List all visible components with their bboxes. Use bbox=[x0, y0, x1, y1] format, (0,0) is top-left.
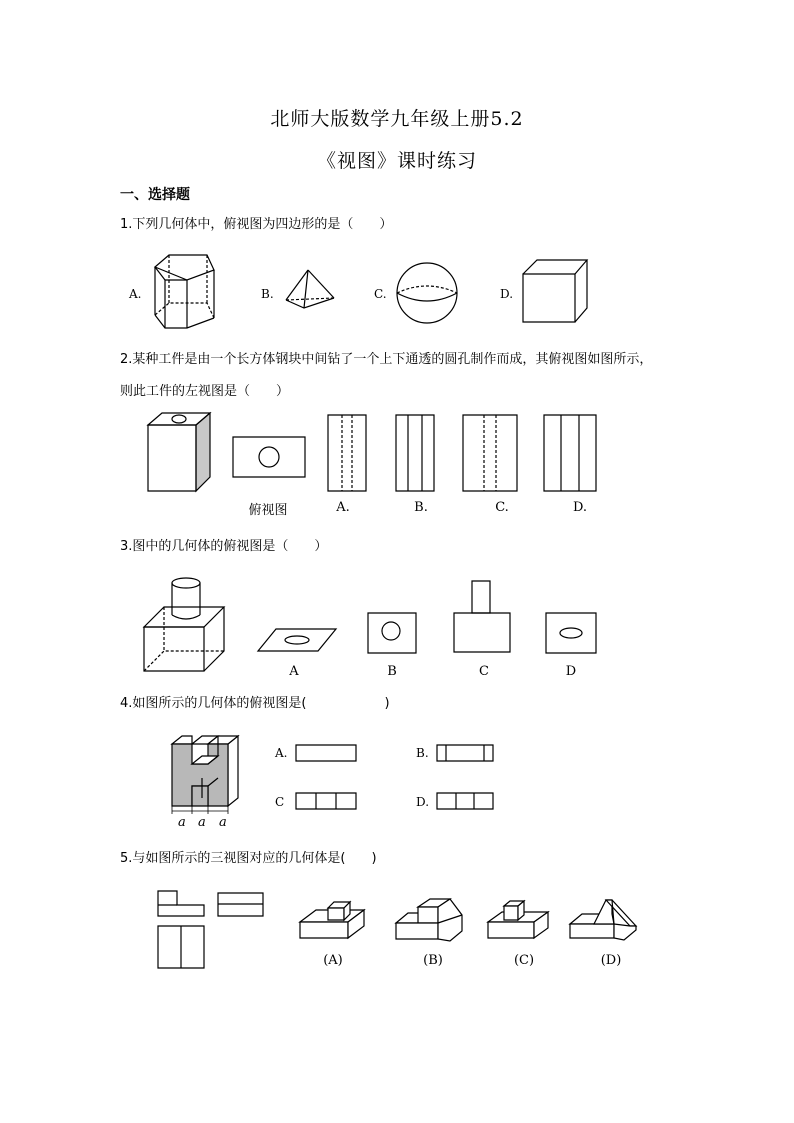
question-4-text: 4.如图所示的几何体的俯视图是( ) bbox=[120, 696, 390, 711]
q4-option-a-label: A. bbox=[275, 746, 288, 760]
q2-option-d-label: D. bbox=[572, 500, 588, 515]
q1-option-a-label: A. bbox=[129, 287, 142, 301]
q5-option-b-figure bbox=[394, 897, 466, 947]
q1-option-d-label: D. bbox=[500, 287, 514, 301]
q2-workpiece-figure bbox=[146, 413, 214, 493]
q1-pentagonal-prism-figure bbox=[147, 250, 219, 335]
q2-option-c-label: C. bbox=[495, 500, 509, 515]
q5-three-views-right-figure bbox=[217, 892, 265, 918]
q1-option-b-label: B. bbox=[261, 287, 274, 301]
q3-option-b-label: B bbox=[387, 664, 397, 679]
q3-option-b-figure bbox=[367, 612, 417, 654]
q4-option-b-figure bbox=[436, 744, 494, 762]
question-5-text: 5.与如图所示的三视图对应的几何体是( ) bbox=[120, 851, 377, 866]
question-2-text-line2: 则此工件的左视图是（ ） bbox=[120, 384, 290, 399]
q2-option-c-figure bbox=[462, 414, 518, 492]
q5-option-a-label: (A) bbox=[323, 953, 343, 968]
question-2-text-line1: 2.某种工件是由一个长方体钢块中间钻了一个上下通透的圆孔制作而成，其俯视图如图所示， bbox=[120, 352, 653, 367]
q3-block-with-cylinder-figure bbox=[142, 575, 226, 673]
q3-option-a-label: A bbox=[289, 664, 299, 679]
q4-dim-label-1: a bbox=[178, 815, 186, 830]
q2-top-view-caption: 俯视图 bbox=[248, 503, 288, 518]
q4-option-a-figure bbox=[295, 744, 357, 762]
q4-h-shaped-solid-figure bbox=[166, 734, 248, 822]
q4-dim-label-3: a bbox=[219, 815, 227, 830]
q5-three-views-left-figure bbox=[157, 890, 209, 970]
q4-option-d-figure bbox=[436, 792, 494, 810]
q5-option-d-label: (D) bbox=[600, 953, 622, 968]
q5-option-b-label: (B) bbox=[423, 953, 443, 968]
q2-option-b-label: B. bbox=[414, 500, 428, 515]
q4-option-c-label: C bbox=[275, 795, 285, 809]
q2-option-b-figure bbox=[395, 414, 435, 492]
question-3-text: 3.图中的几何体的俯视图是（ ） bbox=[120, 539, 328, 554]
q3-option-d-label: D bbox=[565, 664, 577, 679]
page-title: 北师大版数学九年级上册5.2 bbox=[270, 108, 524, 130]
q2-option-a-figure bbox=[327, 414, 367, 492]
q4-option-b-label: B. bbox=[416, 746, 429, 760]
q3-option-c-figure bbox=[453, 580, 513, 654]
q3-option-a-figure bbox=[258, 627, 336, 653]
q1-tetrahedron-figure bbox=[282, 268, 338, 312]
q4-dim-label-2: a bbox=[198, 815, 206, 830]
q5-option-c-figure bbox=[486, 898, 552, 948]
q1-option-c-label: C. bbox=[374, 287, 387, 301]
q5-option-a-figure bbox=[298, 898, 368, 948]
q2-option-d-figure bbox=[543, 414, 597, 492]
q3-option-d-figure bbox=[545, 612, 597, 654]
q5-option-d-figure bbox=[568, 896, 640, 948]
q1-sphere-figure bbox=[395, 262, 461, 326]
page-subtitle: 《视图》课时练习 bbox=[316, 150, 477, 172]
q2-top-view-figure bbox=[232, 436, 306, 480]
section-heading: 一、选择题 bbox=[120, 187, 190, 203]
q2-option-a-label: A. bbox=[336, 500, 350, 515]
q5-option-c-label: (C) bbox=[513, 953, 535, 968]
q4-option-d-label: D. bbox=[416, 795, 430, 809]
q4-option-c-figure bbox=[295, 792, 357, 810]
question-1-text: 1.下列几何体中，俯视图为四边形的是（ ） bbox=[120, 217, 393, 232]
q1-cube-figure bbox=[521, 258, 591, 326]
q3-option-c-label: C bbox=[479, 664, 489, 679]
